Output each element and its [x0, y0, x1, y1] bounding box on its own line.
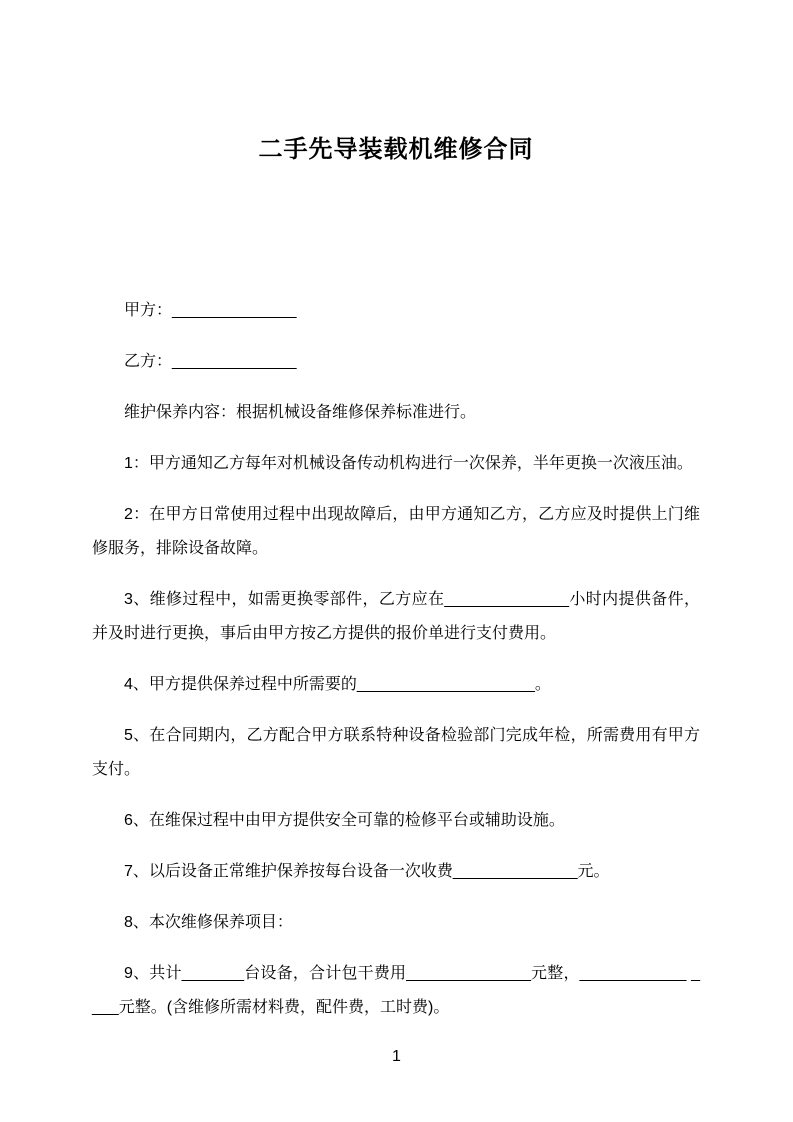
party-b-line: 乙方：______________ — [124, 353, 297, 370]
page-number: 1 — [392, 1048, 401, 1065]
clause-9: 9、共计_______台设备，合计包干费用______________元整，____________ ____元整。(含维修所需材料费，配件费，工时费)。 — [92, 965, 700, 1016]
clause-4: 4、甲方提供保养过程中所需要的____________________。 — [124, 676, 551, 693]
clause-1: 1：甲方通知乙方每年对机械设备传动机构进行一次保养，半年更换一次液压油。 — [124, 455, 693, 472]
clause-2: 2：在甲方日常使用过程中出现故障后，由甲方通知乙方，乙方应及时提供上门维修服务，排除设备故障。 — [92, 506, 700, 557]
clause-7: 7、以后设备正常维护保养按每台设备一次收费______________元。 — [124, 863, 610, 880]
party-a-line: 甲方：______________ — [124, 302, 297, 319]
clause-8: 8、本次维修保养项目： — [124, 914, 293, 931]
clause-6: 6、在维保过程中由甲方提供安全可靠的检修平台或辅助设施。 — [124, 812, 565, 829]
clause-5: 5、在合同期内，乙方配合甲方联系特种设备检验部门完成年检，所需费用有甲方支付。 — [92, 727, 700, 778]
document-title: 二手先导装载机维修合同 — [258, 136, 534, 163]
clause-3: 3、维修过程中，如需更换零部件，乙方应在______________小时内提供备件，并及时进行更换，事后由甲方按乙方提供的报价单进行支付费用。 — [92, 591, 700, 642]
maintenance-scope-line: 维护保养内容：根据机械设备维修保养标准进行。 — [124, 404, 477, 421]
